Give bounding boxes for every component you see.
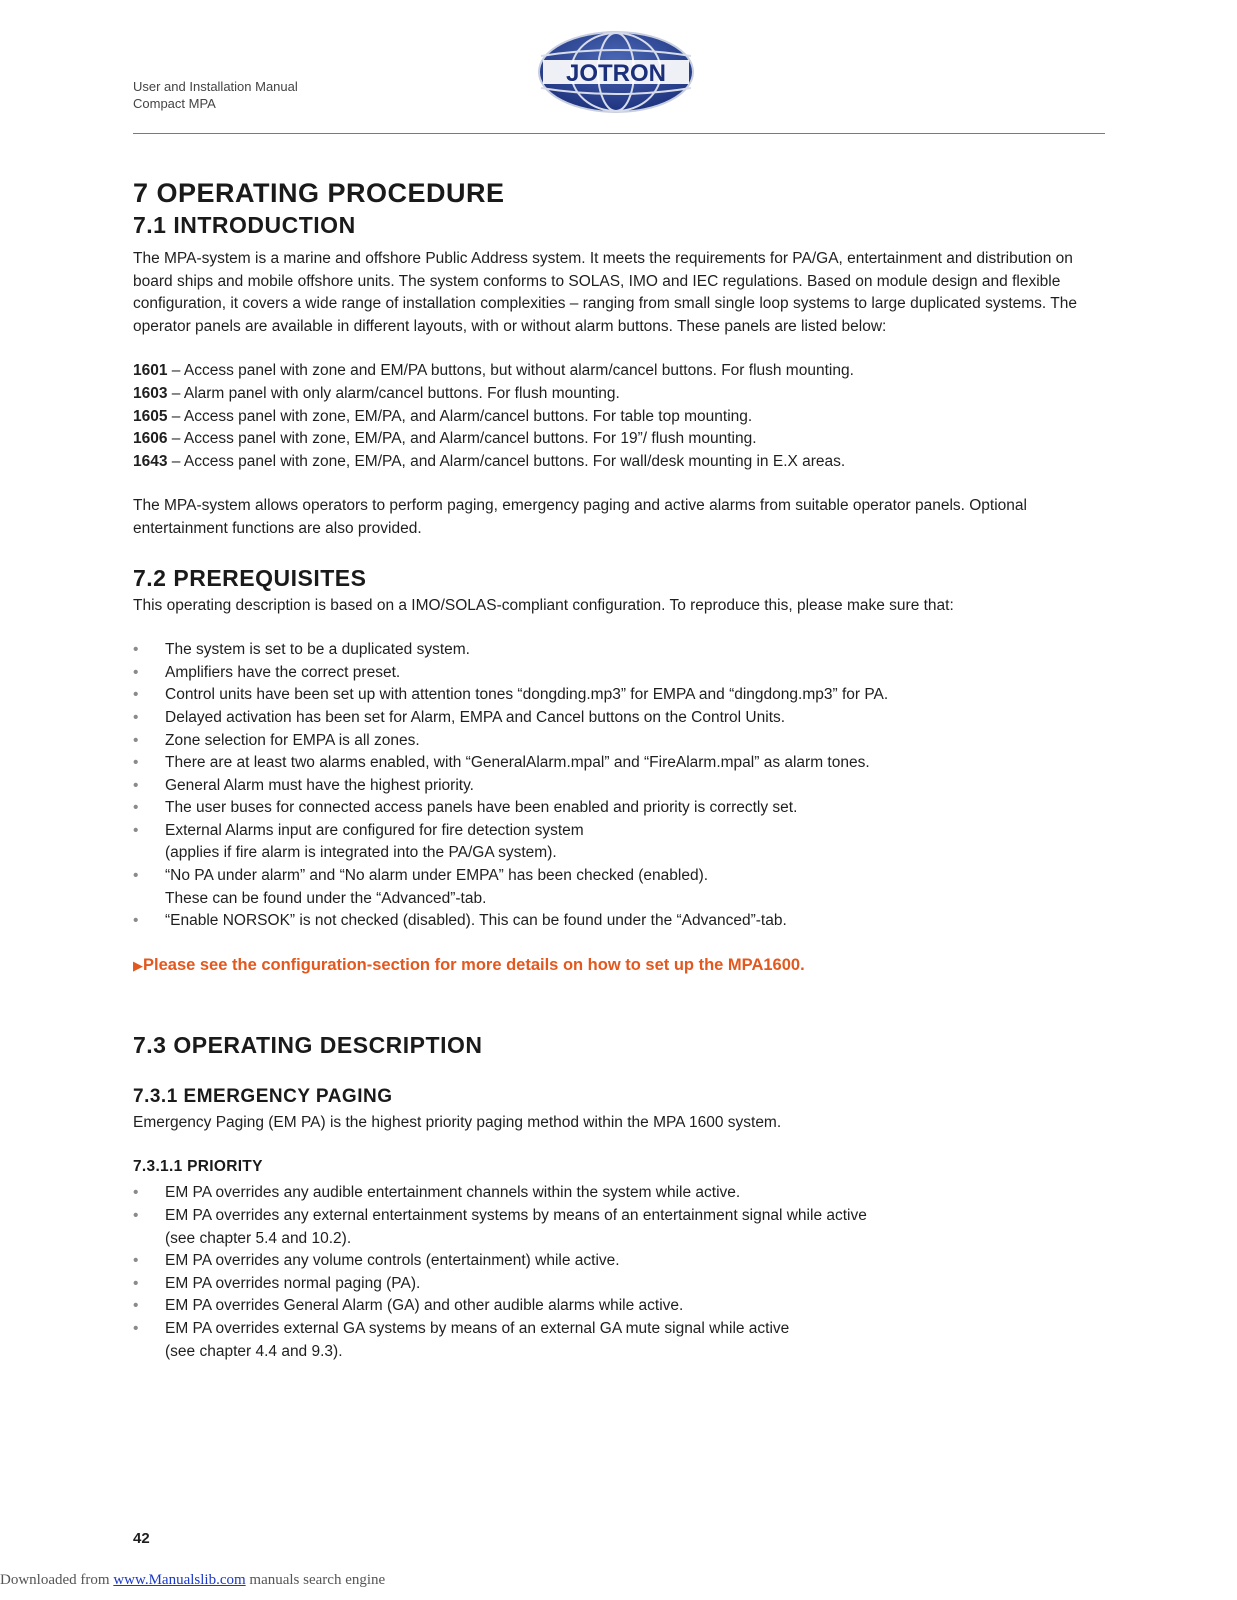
list-item: • EM PA overrides General Alarm (GA) and other audible alarms while active. — [133, 1297, 684, 1315]
subsection-title-emergency-paging: 7.3.1 EMERGENCY PAGING — [133, 1085, 393, 1107]
list-item: • External Alarms input are configured for fire detection system (applies if fire alarm is integrated into the PA/GA system). — [133, 821, 584, 862]
list-item: • There are at least two alarms enabled, with “GeneralAlarm.mpal” and “FireAlarm.mpal” as alarm tones. — [133, 754, 870, 772]
list-item: • “No PA under alarm” and “No alarm under EMPA” has been checked (enabled). These can be found under the “Advanced”-tab. — [133, 867, 709, 907]
subsubsection-title-priority: 7.3.1.1 PRIORITY — [133, 1158, 263, 1176]
note-text: Please see the configuration-section for more details on how to set up the MPA1600. — [143, 955, 805, 974]
running-header — [133, 78, 298, 112]
list-item: 1603 – Alarm panel with only alarm/cancel buttons. For flush mounting. — [133, 384, 620, 402]
section-title-prerequisites: 7.2 PREREQUISITES — [133, 564, 367, 591]
list-item: • Amplifiers have the correct preset. — [133, 663, 401, 681]
list-item: • EM PA overrides any external entertainment systems by means of an entertainment signal while active (see chapter 5.4 and 10.2). — [133, 1207, 867, 1247]
list-item: 1601 – Access panel with zone and EM/PA buttons, but without alarm/cancel buttons. For flush mounting. — [133, 362, 854, 380]
list-item: • Control units have been set up with attention tones “dongding.mp3” for EMPA and “dingdong.mp3” for PA. — [133, 686, 889, 704]
list-item: • The system is set to be a duplicated system. — [133, 641, 470, 659]
download-footer: Downloaded from www.Manualslib.com manuals search engine — [0, 1572, 386, 1588]
list-item: 1606 – Access panel with zone, EM/PA, and Alarm/cancel buttons. For 19”/ flush mounting. — [133, 430, 757, 448]
page-content — [133, 176, 1093, 1363]
chapter-title: 7 OPERATING PROCEDURE — [133, 178, 505, 208]
priority-list — [133, 1182, 1093, 1363]
panel-list — [133, 360, 1093, 473]
list-item: • General Alarm must have the highest priority. — [133, 776, 474, 794]
list-item: • EM PA overrides any audible entertainment channels within the system while active. — [133, 1184, 741, 1202]
jotron-logo — [537, 30, 695, 114]
configuration-note — [133, 953, 1093, 978]
list-item: • “Enable NORSOK” is not checked (disabled). This can be found under the “Advanced”-tab. — [133, 912, 787, 930]
emergency-paging-paragraph: Emergency Paging (EM PA) is the highest priority paging method within the MPA 1600 system. — [133, 1113, 782, 1131]
list-item: 1605 – Access panel with zone, EM/PA, and Alarm/cancel buttons. For table top mounting. — [133, 407, 753, 425]
list-item: • The user buses for connected access panels have been enabled and priority is correctly set. — [133, 799, 798, 817]
list-item: • Delayed activation has been set for Alarm, EMPA and Cancel buttons on the Control Units. — [133, 708, 786, 726]
header-rule — [133, 133, 1105, 134]
list-item: • EM PA overrides external GA systems by means of an external GA mute signal while active (see chapter 4.4 and 9.3). — [133, 1320, 790, 1360]
list-item: 1643 – Access panel with zone, EM/PA, and Alarm/cancel buttons. For wall/desk mounting in E.X areas. — [133, 452, 846, 470]
product-name: Compact MPA — [133, 96, 216, 111]
manual-title: User and Installation Manual — [133, 79, 298, 94]
list-item: • EM PA overrides any volume controls (entertainment) while active. — [133, 1252, 620, 1270]
prerequisites-intro: This operating description is based on a IMO/SOLAS-compliant configuration. To reproduce this, please make sure that: — [133, 596, 954, 614]
introduction-paragraph: The MPA-system is a marine and offshore Public Address system. It meets the requirements for PA/GA, entertainment and distribution on board ships and mobile offshore units. The system conforms to SOLAS, IMO and IEC regulations. Based on module design and flexible configuration, it covers a wide range of installation complexities – ranging from small single loop systems to large duplicated systems. The operator panels are available in different layouts, with or without alarm buttons. These panels are listed below: — [133, 250, 1077, 335]
operators-paragraph: The MPA-system allows operators to perform paging, emergency paging and active alarms from suitable operator panels. Optional entertainment functions are also provided. — [133, 497, 1027, 537]
arrow-right-icon: ▶ — [133, 957, 143, 973]
logo-text: JOTRON — [565, 60, 667, 87]
section-title-operating-description: 7.3 OPERATING DESCRIPTION — [133, 1031, 483, 1058]
list-item: • EM PA overrides normal paging (PA). — [133, 1274, 421, 1292]
prerequisites-list — [133, 639, 1093, 933]
section-title-introduction: 7.1 INTRODUCTION — [133, 212, 356, 238]
page-number: 42 — [133, 1530, 150, 1547]
manualslib-link[interactable]: www.Manualslib.com — [113, 1572, 246, 1588]
list-item: • Zone selection for EMPA is all zones. — [133, 731, 420, 749]
